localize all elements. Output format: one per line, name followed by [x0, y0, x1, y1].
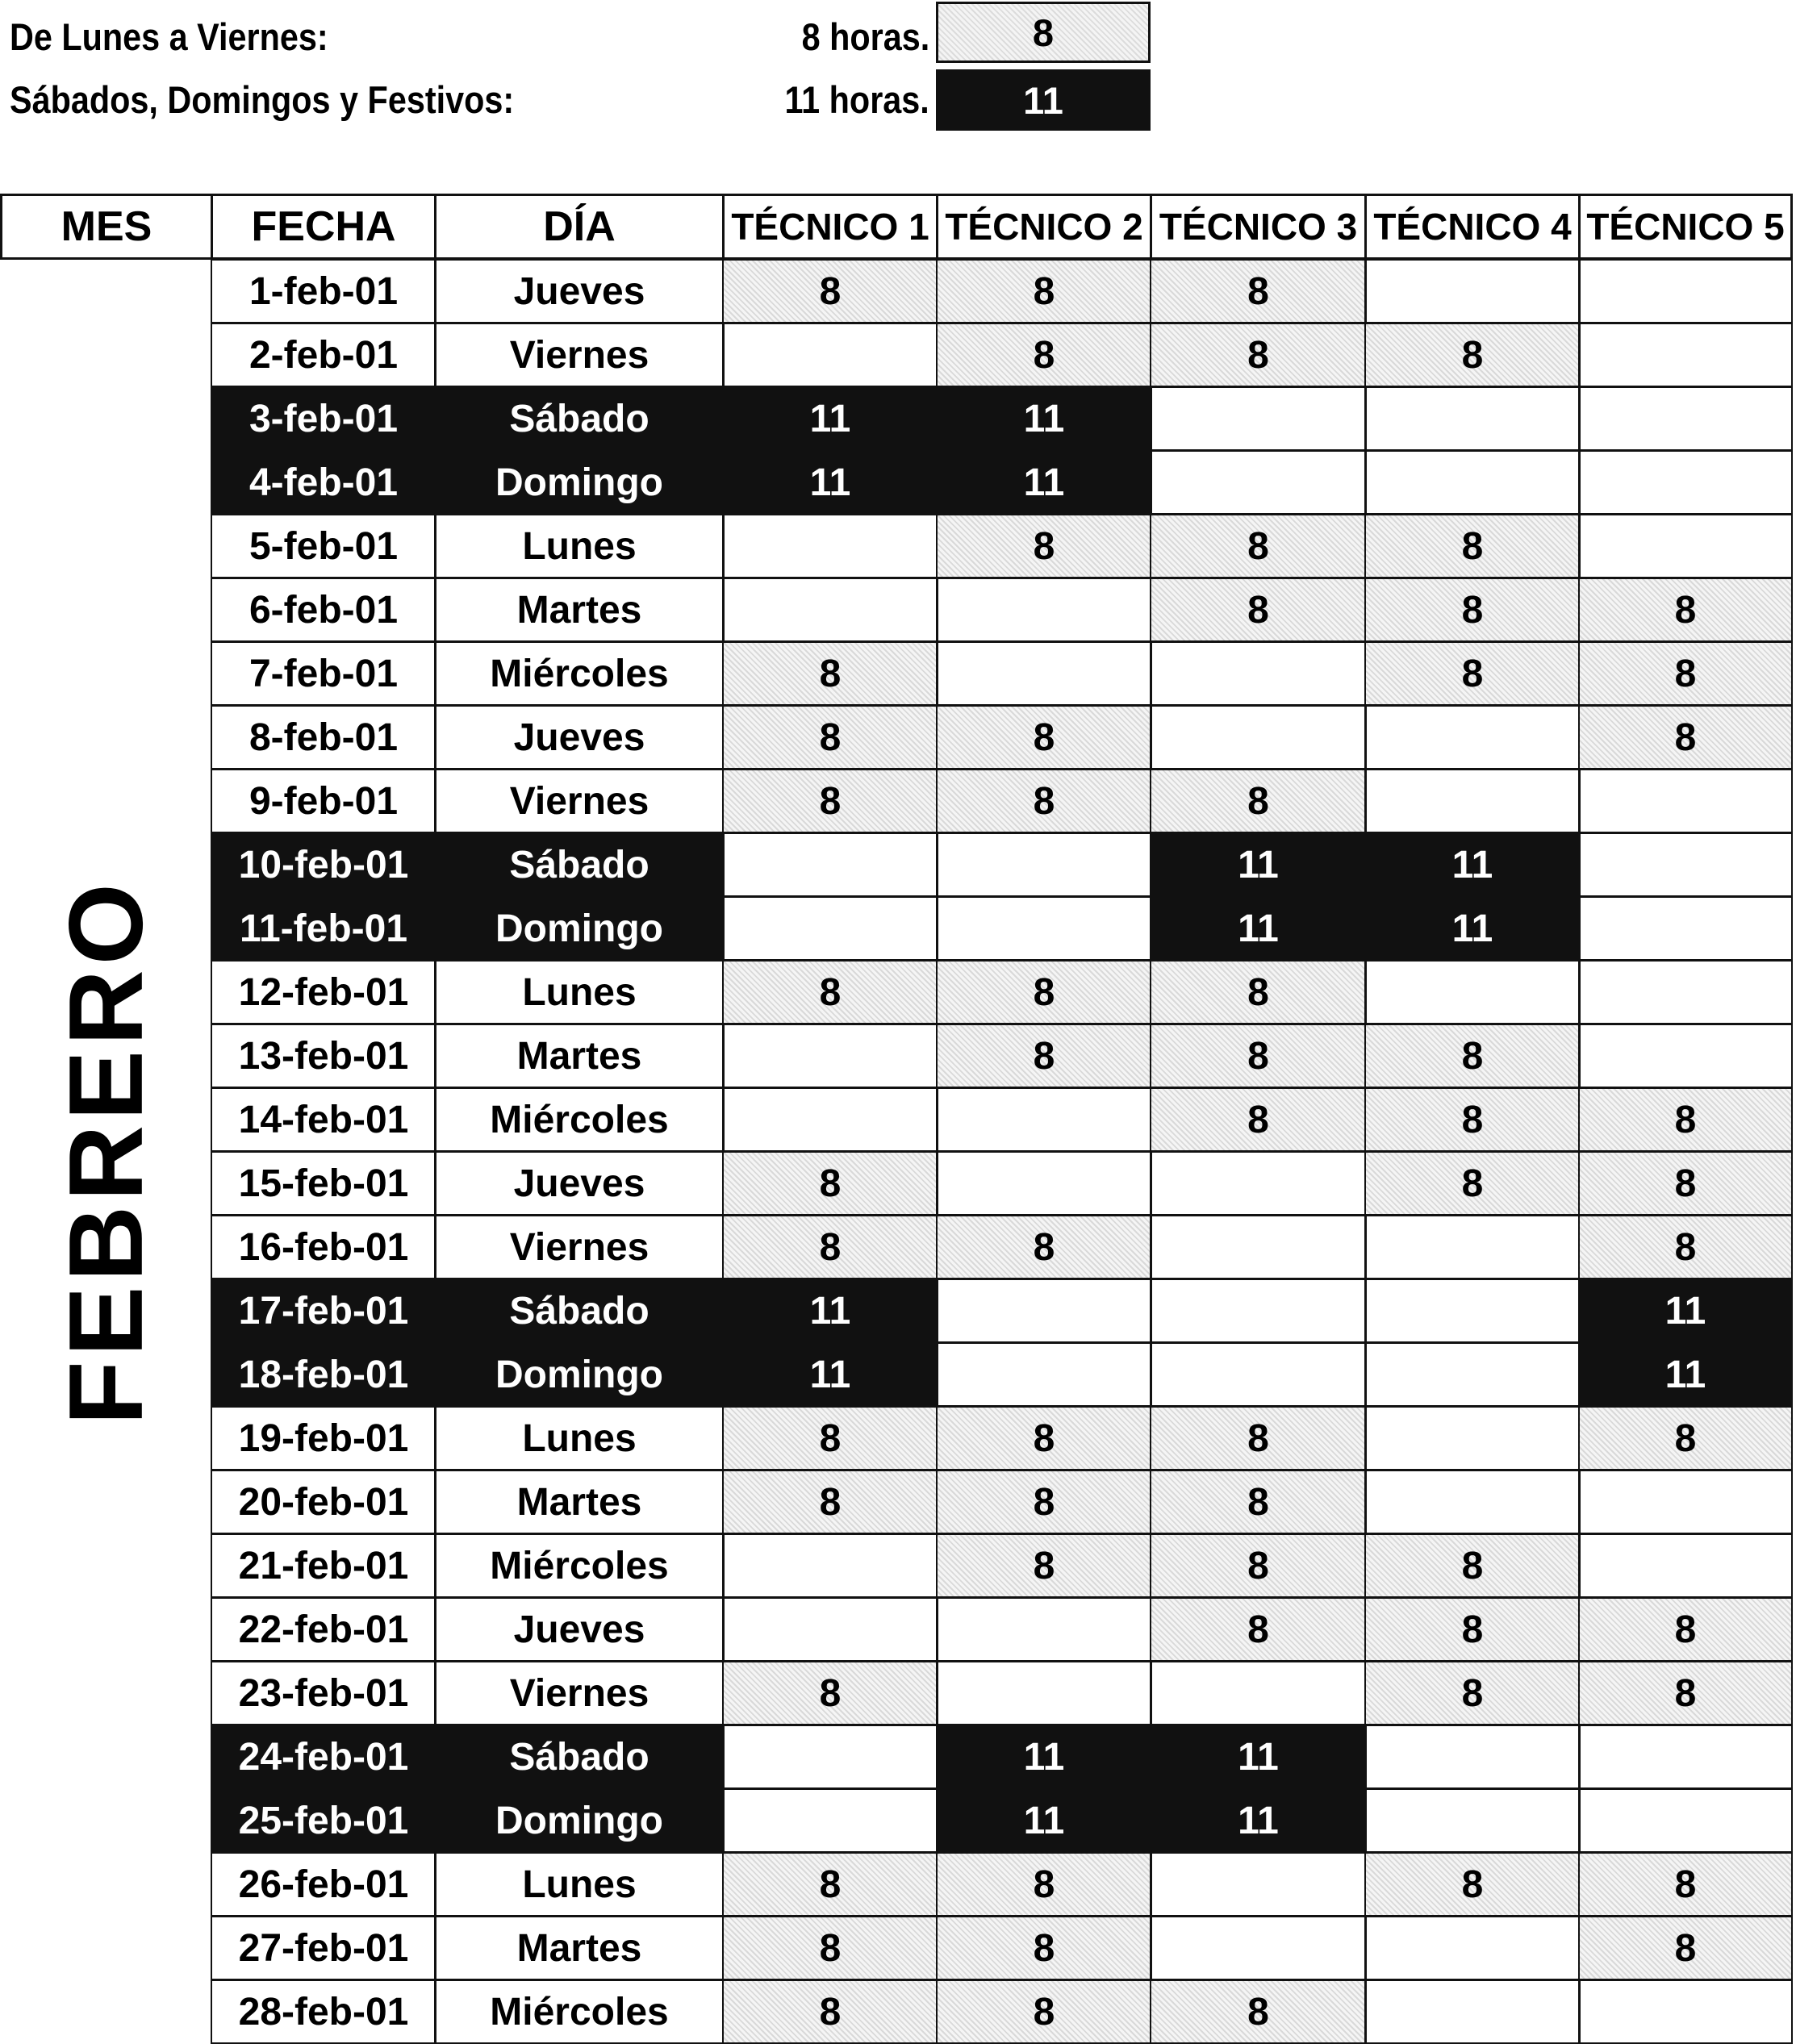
cell-tecnico-1	[722, 1725, 938, 1789]
header-tecnico-2: TÉCNICO 2	[936, 194, 1152, 260]
cell-tecnico-2: 8	[936, 323, 1152, 387]
cell-tecnico-1	[722, 323, 938, 387]
cell-tecnico-5	[1578, 386, 1793, 451]
cell-tecnico-5: 8	[1578, 1661, 1793, 1725]
cell-tecnico-1: 8	[722, 705, 938, 770]
cell-tecnico-3	[1150, 705, 1367, 770]
cell-tecnico-5: 8	[1578, 705, 1793, 770]
cell-tecnico-3	[1150, 1215, 1367, 1279]
cell-tecnico-3	[1150, 1279, 1367, 1343]
cell-tecnico-3: 8	[1150, 1979, 1367, 2044]
cell-tecnico-1: 11	[722, 386, 938, 451]
cell-tecnico-3: 11	[1150, 832, 1367, 897]
cell-tecnico-2	[936, 1597, 1152, 1662]
legend-weekend-hours: 11 horas.	[784, 78, 929, 121]
cell-tecnico-2	[936, 641, 1152, 706]
cell-dia: Miércoles	[434, 1979, 725, 2044]
cell-tecnico-1: 11	[722, 1279, 938, 1343]
cell-tecnico-1: 8	[722, 1979, 938, 2044]
cell-tecnico-2: 8	[936, 1533, 1152, 1598]
cell-fecha: 17-feb-01	[211, 1279, 436, 1343]
cell-tecnico-2: 8	[936, 259, 1152, 323]
cell-tecnico-2	[936, 1661, 1152, 1725]
header-tecnico-4: TÉCNICO 4	[1364, 194, 1581, 260]
cell-tecnico-2	[936, 1342, 1152, 1407]
cell-tecnico-4: 11	[1364, 896, 1581, 961]
cell-tecnico-1: 8	[722, 641, 938, 706]
cell-tecnico-5	[1578, 1788, 1793, 1853]
cell-tecnico-3: 8	[1150, 514, 1367, 578]
cell-tecnico-5: 8	[1578, 1151, 1793, 1216]
cell-tecnico-5: 8	[1578, 578, 1793, 642]
cell-tecnico-5: 8	[1578, 1406, 1793, 1470]
cell-tecnico-3: 11	[1150, 896, 1367, 961]
cell-tecnico-5	[1578, 514, 1793, 578]
cell-tecnico-1	[722, 1087, 938, 1152]
cell-tecnico-3: 8	[1150, 259, 1367, 323]
cell-tecnico-4	[1364, 1916, 1581, 1980]
cell-tecnico-4	[1364, 1406, 1581, 1470]
cell-tecnico-5: 11	[1578, 1279, 1793, 1343]
cell-tecnico-1: 8	[722, 1470, 938, 1534]
cell-tecnico-5	[1578, 259, 1793, 323]
cell-fecha: 26-feb-01	[211, 1852, 436, 1917]
cell-tecnico-2: 8	[936, 769, 1152, 833]
cell-dia: Sábado	[434, 386, 725, 451]
cell-dia: Jueves	[434, 259, 725, 323]
cell-dia: Martes	[434, 1916, 725, 1980]
cell-tecnico-5	[1578, 1470, 1793, 1534]
cell-tecnico-4	[1364, 769, 1581, 833]
cell-tecnico-4: 8	[1364, 1087, 1581, 1152]
header-tecnico-5: TÉCNICO 5	[1578, 194, 1793, 260]
cell-fecha: 18-feb-01	[211, 1342, 436, 1407]
cell-tecnico-1	[722, 1788, 938, 1853]
cell-fecha: 8-feb-01	[211, 705, 436, 770]
legend-weekday-swatch: 8	[936, 2, 1151, 63]
cell-tecnico-2: 8	[936, 514, 1152, 578]
cell-tecnico-1: 8	[722, 1661, 938, 1725]
cell-dia: Lunes	[434, 960, 725, 1024]
cell-tecnico-2: 11	[936, 1788, 1152, 1853]
header-dia: DÍA	[434, 194, 725, 260]
cell-tecnico-5: 8	[1578, 1087, 1793, 1152]
cell-dia: Jueves	[434, 1597, 725, 1662]
cell-tecnico-4	[1364, 450, 1581, 515]
cell-tecnico-2: 11	[936, 450, 1152, 515]
cell-fecha: 24-feb-01	[211, 1725, 436, 1789]
cell-dia: Viernes	[434, 769, 725, 833]
cell-fecha: 11-feb-01	[211, 896, 436, 961]
cell-fecha: 1-feb-01	[211, 259, 436, 323]
cell-fecha: 23-feb-01	[211, 1661, 436, 1725]
cell-tecnico-3: 8	[1150, 578, 1367, 642]
cell-tecnico-3	[1150, 386, 1367, 451]
cell-tecnico-4: 8	[1364, 1024, 1581, 1088]
cell-tecnico-4	[1364, 960, 1581, 1024]
legend-weekend-swatch: 11	[936, 69, 1151, 131]
cell-fecha: 14-feb-01	[211, 1087, 436, 1152]
cell-dia: Domingo	[434, 1788, 725, 1853]
cell-tecnico-4: 8	[1364, 578, 1581, 642]
cell-dia: Domingo	[434, 1342, 725, 1407]
cell-tecnico-2	[936, 1279, 1152, 1343]
cell-tecnico-3: 8	[1150, 960, 1367, 1024]
cell-dia: Martes	[434, 578, 725, 642]
cell-tecnico-4	[1364, 1788, 1581, 1853]
cell-fecha: 22-feb-01	[211, 1597, 436, 1662]
cell-dia: Martes	[434, 1024, 725, 1088]
cell-tecnico-2	[936, 832, 1152, 897]
cell-fecha: 19-feb-01	[211, 1406, 436, 1470]
cell-fecha: 5-feb-01	[211, 514, 436, 578]
cell-fecha: 16-feb-01	[211, 1215, 436, 1279]
cell-dia: Viernes	[434, 1215, 725, 1279]
header-fecha: FECHA	[211, 194, 436, 260]
cell-dia: Jueves	[434, 1151, 725, 1216]
cell-tecnico-5	[1578, 323, 1793, 387]
cell-fecha: 13-feb-01	[211, 1024, 436, 1088]
cell-tecnico-4	[1364, 1979, 1581, 2044]
cell-tecnico-2: 8	[936, 1916, 1152, 1980]
cell-tecnico-3: 8	[1150, 1533, 1367, 1598]
cell-dia: Miércoles	[434, 1087, 725, 1152]
cell-fecha: 3-feb-01	[211, 386, 436, 451]
cell-tecnico-1	[722, 1024, 938, 1088]
cell-fecha: 27-feb-01	[211, 1916, 436, 1980]
cell-tecnico-5	[1578, 896, 1793, 961]
cell-tecnico-2: 8	[936, 705, 1152, 770]
cell-tecnico-3	[1150, 1151, 1367, 1216]
cell-tecnico-3: 11	[1150, 1725, 1367, 1789]
cell-tecnico-2: 8	[936, 1024, 1152, 1088]
cell-dia: Miércoles	[434, 641, 725, 706]
cell-fecha: 4-feb-01	[211, 450, 436, 515]
cell-tecnico-4: 8	[1364, 1597, 1581, 1662]
cell-tecnico-4: 8	[1364, 1852, 1581, 1917]
cell-dia: Domingo	[434, 896, 725, 961]
cell-tecnico-2	[936, 896, 1152, 961]
cell-tecnico-4	[1364, 259, 1581, 323]
cell-dia: Viernes	[434, 1661, 725, 1725]
cell-dia: Martes	[434, 1470, 725, 1534]
cell-tecnico-1: 8	[722, 960, 938, 1024]
cell-tecnico-3: 8	[1150, 1406, 1367, 1470]
cell-fecha: 25-feb-01	[211, 1788, 436, 1853]
cell-tecnico-3: 8	[1150, 1087, 1367, 1152]
cell-tecnico-4	[1364, 386, 1581, 451]
cell-tecnico-2: 8	[936, 1979, 1152, 2044]
cell-tecnico-1: 8	[722, 769, 938, 833]
cell-tecnico-2: 8	[936, 1470, 1152, 1534]
cell-tecnico-1: 8	[722, 1215, 938, 1279]
cell-tecnico-4: 8	[1364, 641, 1581, 706]
cell-tecnico-5: 11	[1578, 1342, 1793, 1407]
cell-fecha: 28-feb-01	[211, 1979, 436, 2044]
cell-fecha: 15-feb-01	[211, 1151, 436, 1216]
cell-dia: Lunes	[434, 1406, 725, 1470]
cell-tecnico-1: 8	[722, 1406, 938, 1470]
cell-tecnico-4: 8	[1364, 1533, 1581, 1598]
cell-tecnico-1	[722, 896, 938, 961]
cell-tecnico-5: 8	[1578, 641, 1793, 706]
cell-tecnico-4	[1364, 1470, 1581, 1534]
cell-tecnico-3	[1150, 1661, 1367, 1725]
cell-tecnico-1: 8	[722, 1151, 938, 1216]
cell-tecnico-2: 8	[936, 1852, 1152, 1917]
cell-tecnico-4	[1364, 1279, 1581, 1343]
cell-tecnico-2: 11	[936, 1725, 1152, 1789]
cell-fecha: 6-feb-01	[211, 578, 436, 642]
cell-dia: Sábado	[434, 1725, 725, 1789]
cell-dia: Domingo	[434, 450, 725, 515]
cell-tecnico-1: 8	[722, 1852, 938, 1917]
cell-tecnico-4	[1364, 1725, 1581, 1789]
cell-tecnico-1: 8	[722, 1916, 938, 1980]
cell-tecnico-4: 8	[1364, 1661, 1581, 1725]
cell-dia: Lunes	[434, 1852, 725, 1917]
cell-tecnico-4	[1364, 705, 1581, 770]
cell-tecnico-1	[722, 578, 938, 642]
cell-tecnico-3: 8	[1150, 1597, 1367, 1662]
cell-dia: Jueves	[434, 705, 725, 770]
cell-tecnico-3: 11	[1150, 1788, 1367, 1853]
cell-tecnico-5	[1578, 1533, 1793, 1598]
cell-fecha: 12-feb-01	[211, 960, 436, 1024]
cell-tecnico-1: 11	[722, 450, 938, 515]
cell-tecnico-4	[1364, 1215, 1581, 1279]
cell-tecnico-1	[722, 1597, 938, 1662]
cell-tecnico-1	[722, 514, 938, 578]
cell-tecnico-3	[1150, 641, 1367, 706]
cell-dia: Sábado	[434, 1279, 725, 1343]
cell-tecnico-4	[1364, 1342, 1581, 1407]
cell-tecnico-3	[1150, 450, 1367, 515]
cell-tecnico-2: 8	[936, 960, 1152, 1024]
cell-tecnico-5: 8	[1578, 1916, 1793, 1980]
cell-tecnico-3	[1150, 1916, 1367, 1980]
cell-tecnico-5	[1578, 769, 1793, 833]
cell-dia: Sábado	[434, 832, 725, 897]
cell-tecnico-2: 8	[936, 1215, 1152, 1279]
cell-dia: Viernes	[434, 323, 725, 387]
month-label-cell	[0, 260, 211, 2044]
cell-tecnico-5	[1578, 832, 1793, 897]
header-tecnico-3: TÉCNICO 3	[1150, 194, 1367, 260]
month-label: FEBRERO	[47, 878, 165, 1425]
cell-tecnico-5: 8	[1578, 1215, 1793, 1279]
cell-tecnico-2: 8	[936, 1406, 1152, 1470]
cell-tecnico-4: 11	[1364, 832, 1581, 897]
cell-tecnico-3: 8	[1150, 769, 1367, 833]
cell-tecnico-3: 8	[1150, 323, 1367, 387]
cell-tecnico-5	[1578, 1979, 1793, 2044]
cell-tecnico-1: 11	[722, 1342, 938, 1407]
cell-tecnico-5	[1578, 450, 1793, 515]
legend-weekend-label: Sábados, Domingos y Festivos:	[10, 78, 515, 121]
cell-fecha: 10-feb-01	[211, 832, 436, 897]
cell-tecnico-3	[1150, 1342, 1367, 1407]
cell-tecnico-2	[936, 578, 1152, 642]
cell-fecha: 2-feb-01	[211, 323, 436, 387]
cell-fecha: 9-feb-01	[211, 769, 436, 833]
cell-tecnico-1	[722, 1533, 938, 1598]
cell-tecnico-5: 8	[1578, 1597, 1793, 1662]
cell-dia: Lunes	[434, 514, 725, 578]
cell-tecnico-5	[1578, 1024, 1793, 1088]
cell-dia: Miércoles	[434, 1533, 725, 1598]
header-tecnico-1: TÉCNICO 1	[722, 194, 938, 260]
cell-tecnico-5: 8	[1578, 1852, 1793, 1917]
legend-weekday-label: De Lunes a Viernes:	[10, 15, 328, 58]
cell-fecha: 20-feb-01	[211, 1470, 436, 1534]
header-mes: MES	[0, 194, 213, 260]
cell-fecha: 21-feb-01	[211, 1533, 436, 1598]
cell-tecnico-1: 8	[722, 259, 938, 323]
cell-tecnico-4: 8	[1364, 323, 1581, 387]
cell-tecnico-2: 11	[936, 386, 1152, 451]
cell-tecnico-4: 8	[1364, 514, 1581, 578]
cell-tecnico-4: 8	[1364, 1151, 1581, 1216]
cell-tecnico-3: 8	[1150, 1470, 1367, 1534]
cell-tecnico-5	[1578, 960, 1793, 1024]
cell-tecnico-3: 8	[1150, 1024, 1367, 1088]
legend-weekday-hours: 8 horas.	[801, 15, 929, 58]
cell-tecnico-2	[936, 1087, 1152, 1152]
cell-tecnico-2	[936, 1151, 1152, 1216]
cell-tecnico-3	[1150, 1852, 1367, 1917]
cell-fecha: 7-feb-01	[211, 641, 436, 706]
cell-tecnico-1	[722, 832, 938, 897]
cell-tecnico-5	[1578, 1725, 1793, 1789]
